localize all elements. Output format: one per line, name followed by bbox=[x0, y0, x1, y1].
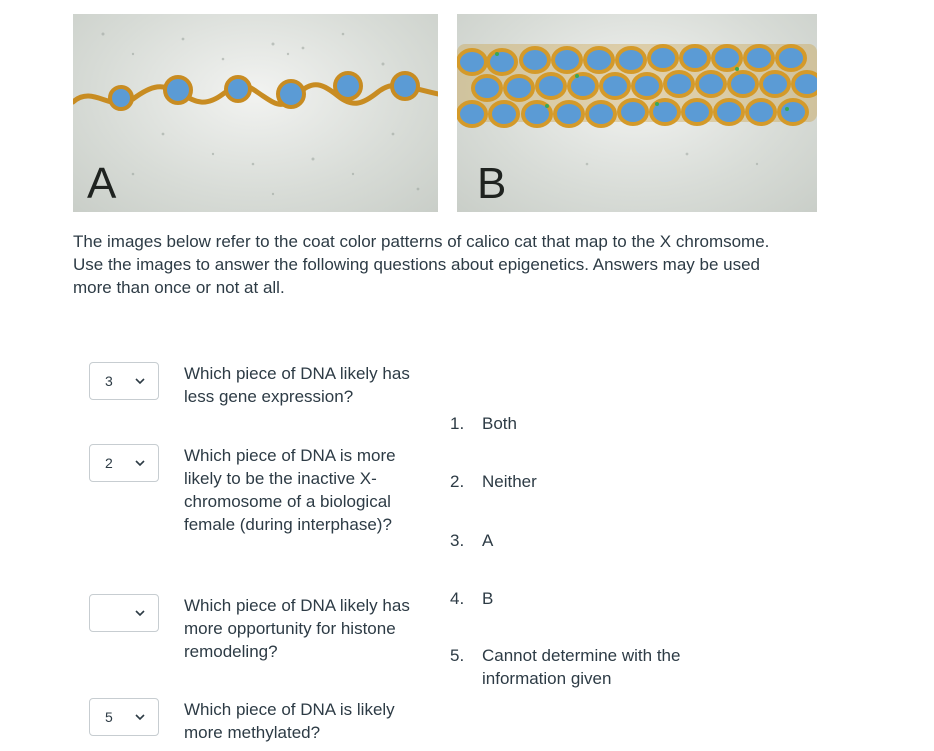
instructions bbox=[73, 230, 793, 299]
panel-b-label: B bbox=[477, 159, 507, 208]
answer-option-3-number: 3. bbox=[450, 531, 465, 550]
answer-option-3-text: A bbox=[482, 531, 494, 550]
answer-select-1-value: 3 bbox=[105, 373, 113, 389]
answer-select-2-value: 2 bbox=[105, 455, 113, 471]
chevron-down-icon bbox=[135, 458, 145, 468]
question-text-1: Which piece of DNA likely has less gene expression? bbox=[184, 364, 410, 406]
answer-option-4-text: B bbox=[482, 589, 494, 608]
question-text-3: Which piece of DNA likely has more opportunity for histone remodeling? bbox=[184, 596, 410, 661]
chromatin-figure bbox=[73, 14, 817, 212]
question-text-4: Which piece of DNA is likely more methylated? bbox=[184, 700, 395, 742]
instructions-line-1: The images below refer to the coat color patterns of calico cat that map to the X chromsome. bbox=[73, 232, 770, 251]
answer-option-1-text: Both bbox=[482, 414, 517, 433]
answer-option-4-number: 4. bbox=[450, 589, 465, 608]
chevron-down-icon bbox=[135, 712, 145, 722]
answer-select-4[interactable] bbox=[89, 698, 159, 736]
euchromatin-illustration bbox=[73, 14, 438, 212]
panel-a-euchromatin-image bbox=[73, 14, 438, 212]
chevron-down-icon bbox=[135, 376, 145, 386]
answer-option-5-text: Cannot determine with the information given bbox=[482, 646, 681, 688]
panel-b-heterochromatin-image bbox=[457, 14, 817, 212]
answer-option-2-number: 2. bbox=[450, 472, 465, 491]
answer-option-5-number: 5. bbox=[450, 646, 465, 665]
answer-select-3[interactable] bbox=[89, 594, 159, 632]
answer-select-1[interactable] bbox=[89, 362, 159, 400]
answer-option-2-text: Neither bbox=[482, 472, 537, 491]
figure-divider bbox=[438, 14, 457, 212]
answer-select-4-value: 5 bbox=[105, 709, 113, 725]
answer-select-2[interactable] bbox=[89, 444, 159, 482]
answer-option-1-number: 1. bbox=[450, 414, 465, 433]
chevron-down-icon bbox=[135, 608, 145, 618]
question-text-2: Which piece of DNA is more likely to be the inactive X-chromosome of a biological female (during interphase)? bbox=[184, 446, 396, 534]
instructions-line-2: Use the images to answer the following questions about epigenetics. Answers may be used more than once or not at all. bbox=[73, 255, 761, 297]
panel-a-label: A bbox=[87, 159, 117, 208]
heterochromatin-illustration bbox=[457, 14, 817, 212]
